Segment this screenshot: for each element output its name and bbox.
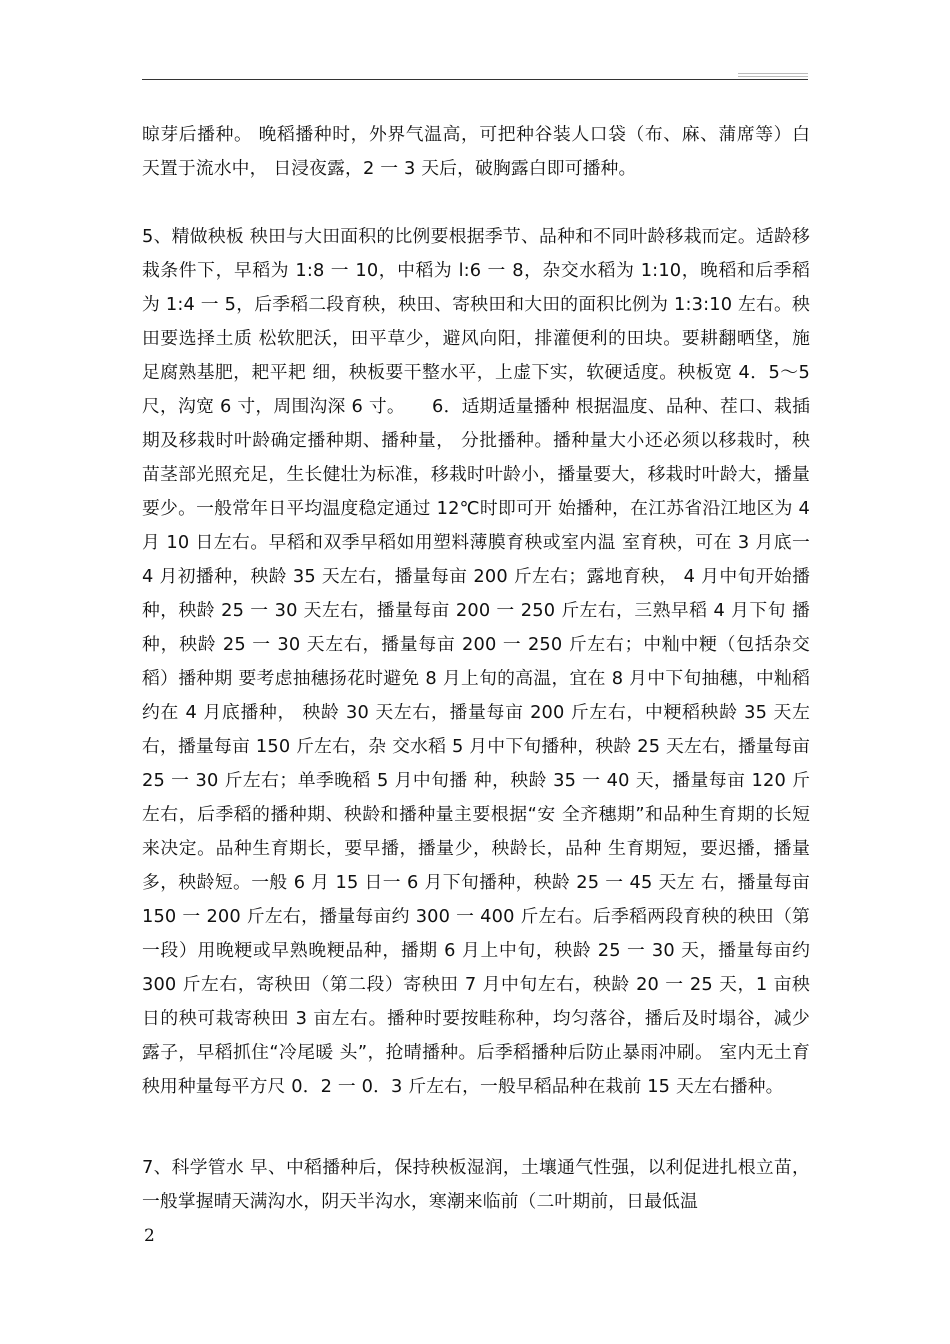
paragraph-text: 5、精做秧板 秧田与大田面积的比例要根据季节、品种和不同叶龄移栽而定。适龄移 栽条件下，早稻为 1:8 一 10，中稻为 l:6 一 8，杂交水稻为 1:10，晚稻和后季稻为 1:4 一 5，后季稻二段育秧，秧田、寄秧田和大田的面积比例为 1:3:10 左右。秧田要选择土质 松软肥沃，田平草少，避风向阳，排灌便利的田块。要耕翻晒垡，施足腐熟基肥，耙平耙 细，秧板要干整水平，上虚下实，软硬适度。秧板宽 4．5～5 尺，沟宽 6 寸，周围沟深 6 寸。 6．适期适量播种 根据温度、品种、茬口、栽插期及移栽时叶龄确定播种期、播种量， 分批播种。播种量大小还必须以移栽时，秧苗茎部光照充足，生长健壮为标准，移栽时叶龄小，播量要大，移栽时叶龄大，播量要少。一般常年日平均温度稳定通过 12℃时即可开 始播种，在江苏省沿江地区为 4 月 10 日左右。早稻和双季早稻如用塑料薄膜育秧或室内温 室育秧，可在 3 月底一 4 月初播种，秧龄 35 天左右，播量每亩 200 斤左右；露地育秧， 4 月中旬开始播种，秧龄 25 一 30 天左右，播量每亩 200 一 250 斤左右，三熟早稻 4 月下旬 播种，秧龄 25 一 30 天左右，播量每亩 200 一 250 斤左右；中籼中粳（包括杂交稻）播种期 要考虑抽穗扬花时避免 8 月上旬的高温，宜在 8 月中下旬抽穗，中籼稻约在 4 月底播种， 秧龄 30 天左右，播量每亩 200 斤左右，中粳稻秧龄 35 天左右，播量每亩 150 斤左右，杂 交水稻 5 月中下旬播种，秧龄 25 天左右，播量每亩 25 一 30 斤左右；单季晚稻 5 月中旬播 种，秧龄 35 一 40 天，播量每亩 120 斤左右，后季稻的播种期、秧龄和播种量主要根据“安 全齐穗期”和品种生育期的长短来决定。品种生育期长，要早播，播量少，秧龄长，品种 生育期短，要迟播，播量多，秧龄短。一般 6 月 15 日一 6 月下旬播种，秧龄 25 一 45 天左 右，播量每亩 150 一 200 斤左右，播量每亩约 300 一 400 斤左右。后季稻两段育秧的秧田（第 一段）用晚粳或早熟晚粳品种，播期 6 月上中旬，秧龄 25 一 30 天，播量每亩约 300 斤左右，寄秧田（第二段）寄秧田 7 月中旬左右，秧龄 20 一 25 天，1 亩秧日的秧可栽寄秧田 3 亩左右。播种时要按畦称种，均匀落谷，播后及时塌谷，减少露子，早稻抓住“冷尾暖 头”，抢晴播种。后季稻播种后防止暴雨冲刷。 室内无土育秧用种量每平方尺 0．2 一 0．3 斤左右，一般早稻品种在栽前 15 天左右播种。 bbox=[142, 226, 810, 1097]
paragraph-text: 晾芽后播种。 晚稻播种时，外界气温高，可把种谷装人口袋（布、麻、蒲席等）白天置于流水中， 日浸夜露，2 一 3 天后，破胸露白即可播种。 bbox=[142, 124, 810, 179]
paragraph-text: 7、科学管水 早、中稻播种后，保持秧板湿润，土壤通气性强，以利促进扎根立苗， 一般掌握晴天满沟水，阴天半沟水，寒潮来临前（二叶期前，日最低温 bbox=[142, 1157, 810, 1212]
body-paragraph bbox=[142, 220, 810, 1104]
header-mark bbox=[738, 73, 808, 74]
header-mark bbox=[738, 76, 808, 77]
body-paragraph bbox=[142, 118, 810, 186]
body-paragraph bbox=[142, 1151, 810, 1219]
page-number: 2 bbox=[144, 1226, 155, 1246]
header-rule bbox=[142, 79, 808, 80]
